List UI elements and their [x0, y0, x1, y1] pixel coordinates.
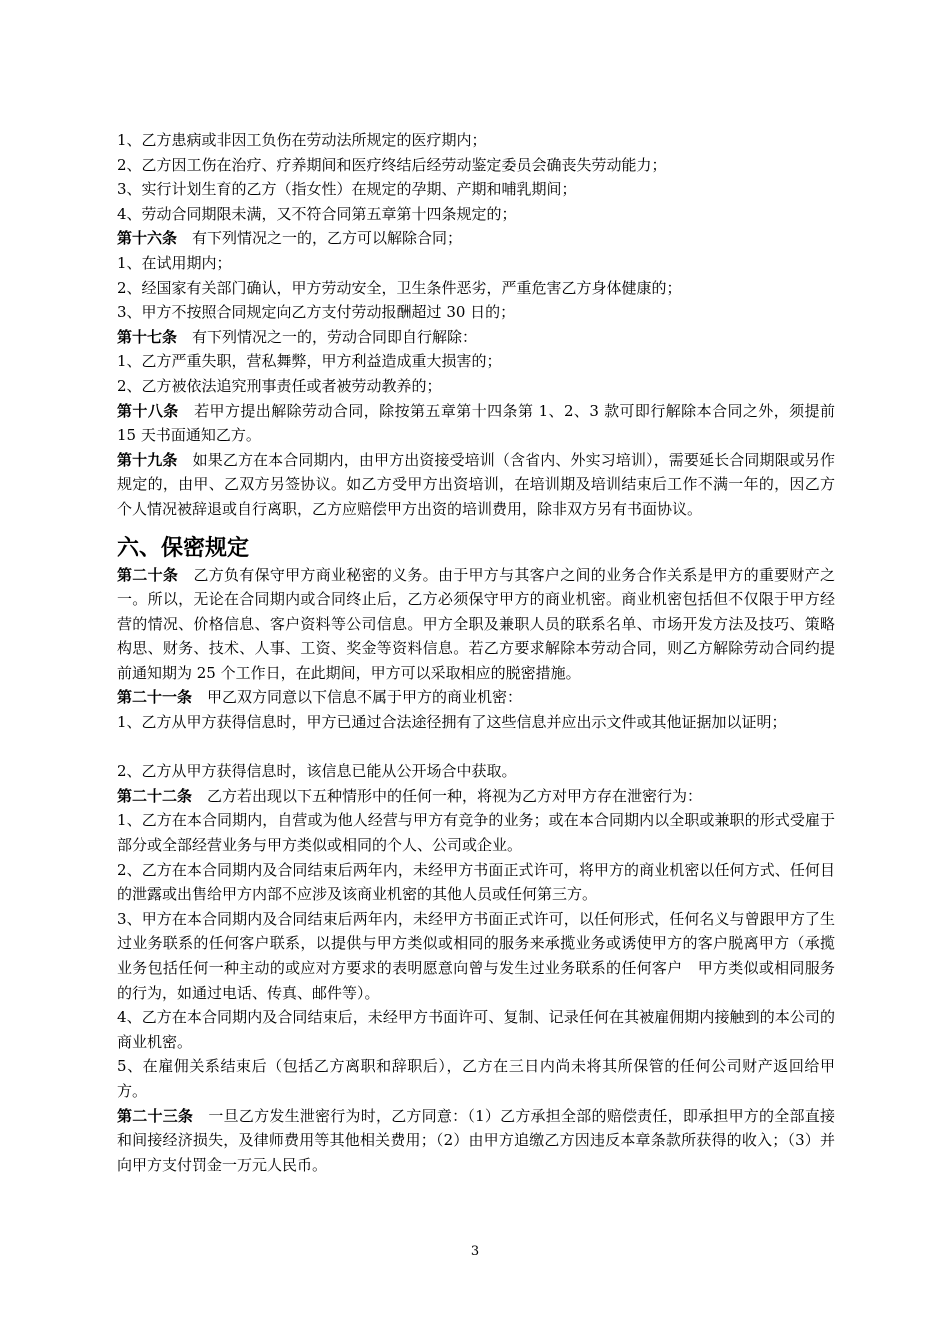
blank-line [117, 735, 835, 760]
list-item: 2、经国家有关部门确认，甲方劳动安全，卫生条件恶劣，严重危害乙方身体健康的； [117, 278, 682, 297]
list-item: 2、乙方被依法追究刑事责任或者被劳动教养的； [117, 376, 442, 395]
article-text: 有下列情况之一的，乙方可以解除合同； [192, 229, 463, 248]
article-text: 如果乙方在本合同期内，由甲方出资接受培训（含省内、外实习培训），需要延长合同期限或另作规定的，由甲、乙双方另签协议。如乙方受甲方出资培训，在培训期及培训结束后工作不满一年的，因乙方个人情况被辞退或自行离职，乙方应赔偿甲方出资的培训费用，除非双方另有书面协议。 [117, 450, 835, 518]
list-item: 3、甲方不按照合同规定向乙方支付劳动报酬超过 30 日的； [117, 303, 516, 322]
article-title: 第十九条 [117, 450, 178, 469]
list-item: 2、乙方在本合同期内及合同结束后两年内，未经甲方书面正式许可，将甲方的商业机密以任何方式、任何目的泄露或出售给甲方内部不应涉及该商业机密的其他人员或任何第三方。 [117, 860, 835, 904]
article-20 [117, 563, 835, 686]
list-item: 5、在雇佣关系结束后（包括乙方离职和辞职后），乙方在三日内尚未将其所保管的任何公司财产返回给甲方。 [117, 1057, 835, 1100]
article-title: 第十七条 [117, 327, 178, 346]
page-number: 3 [470, 1244, 480, 1259]
article-19 [117, 448, 835, 522]
list-item: 4、乙方在本合同期内及合同结束后，未经甲方书面许可、复制、记录任何在其被雇佣期内接触到的本公司的商业机密。 [117, 1008, 835, 1051]
list-item: 2、乙方从甲方获得信息时，该信息已能从公开场合中获取。 [117, 762, 517, 781]
article-17 [117, 325, 835, 350]
article-title: 第二十二条 [117, 786, 193, 805]
list-item: 4、劳动合同期限未满，又不符合同第五章第十四条规定的； [117, 204, 517, 223]
article-text: 有下列情况之一的，劳动合同即自行解除： [192, 327, 478, 346]
list-item: 1、乙方在本合同期内，自营或为他人经营与甲方有竞争的业务；或在本合同期内以全职或兼职的形式受雇于部分或全部经营业务与甲方类似或相同的个人、公司或企业。 [117, 811, 835, 855]
list-item: 1、乙方严重失职，营私舞弊，甲方利益造成重大损害的； [117, 352, 502, 371]
article-23 [117, 1104, 835, 1178]
article-text: 甲乙双方同意以下信息不属于甲方的商业机密： [207, 688, 523, 707]
article-text: 若甲方提出解除劳动合同，除按第五章第十四条第 1、2、3 款可即行解除本合同之外，须提前 15 天书面通知乙方。 [117, 401, 835, 445]
article-title: 第二十一条 [117, 688, 193, 707]
list-item: 1、在试用期内； [117, 253, 232, 272]
article-text: 乙方负有保守甲方商业秘密的义务。由于甲方与其客户之间的业务合作关系是甲方的重要财产之一。所以，无论在合同期内或合同终止后，乙方必须保守甲方的商业机密。商业机密包括但不仅限于甲方经营的情况、价格信息、客户资料等公司信息。甲方全职及兼职人员的联系名单、市场开发方法及技巧、策略构思、财务、技术、人事、工资、奖金等资料信息。若乙方要求解除本劳动合同，则乙方解除劳动合同约提前通知期为 25 个工作日，在此期间，甲方可以采取相应的脱密措施。 [117, 565, 835, 682]
list-item: 1、乙方从甲方获得信息时，甲方已通过合法途径拥有了这些信息并应出示文件或其他证据加以证明； [117, 713, 787, 732]
list-item: 1、乙方患病或非因工负伤在劳动法所规定的医疗期内； [117, 131, 487, 149]
article-title: 第十六条 [117, 229, 178, 248]
article-18 [117, 399, 835, 448]
list-item: 3、甲方在本合同期内及合同结束后两年内，未经甲方书面正式许可，以任何形式，任何名义与曾跟甲方了生过业务联系的任何客户联系，以提供与甲方类似或相同的服务来承揽业务或诱使甲方的客户脱离甲方（承揽业务包括任何一种主动的或应对方要求的表明愿意向曾与发生过业务联系的任何客户 甲方类似或相同服务的行为，如通过电话、传真、邮件等）。 [117, 909, 835, 1002]
article-22 [117, 784, 835, 809]
list-item: 3、实行计划生育的乙方（指女性）在规定的孕期、产期和哺乳期间； [117, 180, 577, 199]
article-title: 第二十条 [117, 565, 179, 584]
page-content [117, 128, 835, 1177]
section-heading: 六、保密规定 [117, 534, 250, 561]
article-title: 第二十三条 [117, 1106, 194, 1125]
article-21 [117, 685, 835, 710]
article-text: 一旦乙方发生泄密行为时，乙方同意：（1）乙方承担全部的赔偿责任，即承担甲方的全部直接和间接经济损失，及律师费用等其他相关费用；（2）由甲方追缴乙方因违反本章条款所获得的收入；（3）并向甲方支付罚金一万元人民币。 [117, 1106, 835, 1174]
article-title: 第十八条 [117, 401, 179, 420]
article-text: 乙方若出现以下五种情形中的任何一种，将视为乙方对甲方存在泄密行为： [207, 786, 703, 805]
article-16 [117, 226, 835, 251]
list-item: 2、乙方因工伤在治疗、疗养期间和医疗终结后经劳动鉴定委员会确丧失劳动能力； [117, 155, 667, 174]
